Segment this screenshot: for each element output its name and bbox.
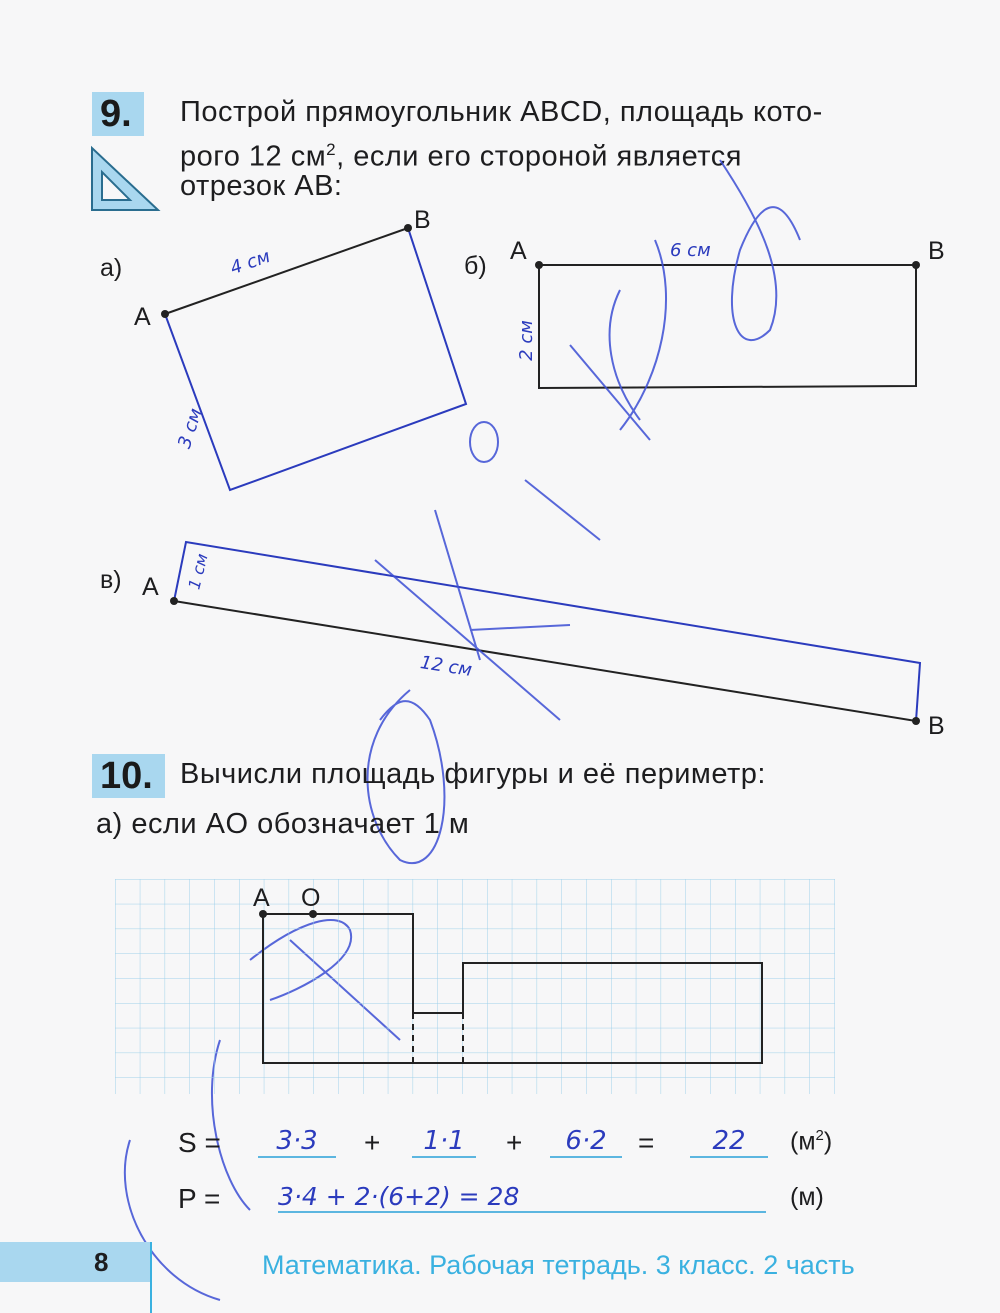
task-9-text-line3: отрезок AB: <box>180 170 343 202</box>
point-a-label-grid: A <box>253 884 270 912</box>
s-label: S = <box>178 1127 221 1158</box>
task-9-text-line1: Построй прямоугольник ABCD, площадь кото- <box>180 96 823 128</box>
s-unit-close: ) <box>823 1127 833 1156</box>
p-expression: 3·4 + 2·(6+2) = 28 <box>278 1182 766 1213</box>
part-b-label: б) <box>464 252 487 280</box>
task-9-line2-sup: 2 <box>326 140 337 159</box>
s-term2: 1·1 <box>412 1126 476 1158</box>
s-unit-open: (м <box>790 1127 816 1156</box>
hand-v-bottom: 12 см <box>418 652 474 681</box>
s-term1: 3·3 <box>258 1126 336 1158</box>
point-a-label-a: A <box>134 303 151 331</box>
task-10-text: Вычисли площадь фигуры и её периметр: <box>180 758 766 790</box>
s-equals: = <box>638 1127 655 1158</box>
task-9-line2-part1: рого 12 см <box>180 140 327 173</box>
s-plus2: + <box>506 1127 523 1158</box>
hand-a-top: 4 см <box>227 245 273 280</box>
s-unit-sup: 2 <box>815 1127 824 1144</box>
point-b-label-b: B <box>928 237 945 265</box>
point-o-label-grid: O <box>301 884 321 912</box>
point-a-label-v: A <box>142 573 159 601</box>
task-9-number: 9. <box>92 92 144 136</box>
point-b-label-a: B <box>414 206 431 234</box>
point-a-label-b: A <box>510 237 527 265</box>
hand-b-side: 2 см <box>515 320 537 361</box>
p-label: P = <box>178 1183 221 1214</box>
point-b-label-v: B <box>928 712 945 740</box>
hand-v-side: 1 см <box>184 551 212 592</box>
s-plus1: + <box>364 1127 381 1158</box>
task-9-line2-part2: , если его стороной является <box>336 140 742 173</box>
task-10-sub: а) если AO обозначает 1 м <box>96 808 470 840</box>
hand-a-side: 3 см <box>174 405 207 452</box>
task-10-number: 10. <box>92 754 165 798</box>
footer-vertical-rule <box>150 1242 152 1313</box>
s-result: 22 <box>690 1126 768 1158</box>
s-unit <box>790 1127 832 1156</box>
s-term3: 6·2 <box>550 1126 622 1158</box>
footer-title: Математика. Рабочая тетрадь. 3 класс. 2 часть <box>262 1250 855 1280</box>
part-v-label: в) <box>100 566 122 594</box>
page-number: 8 <box>0 1242 152 1282</box>
p-unit: (м) <box>790 1183 824 1211</box>
hand-b-top: 6 см <box>670 240 711 261</box>
part-a-label: а) <box>100 254 123 282</box>
